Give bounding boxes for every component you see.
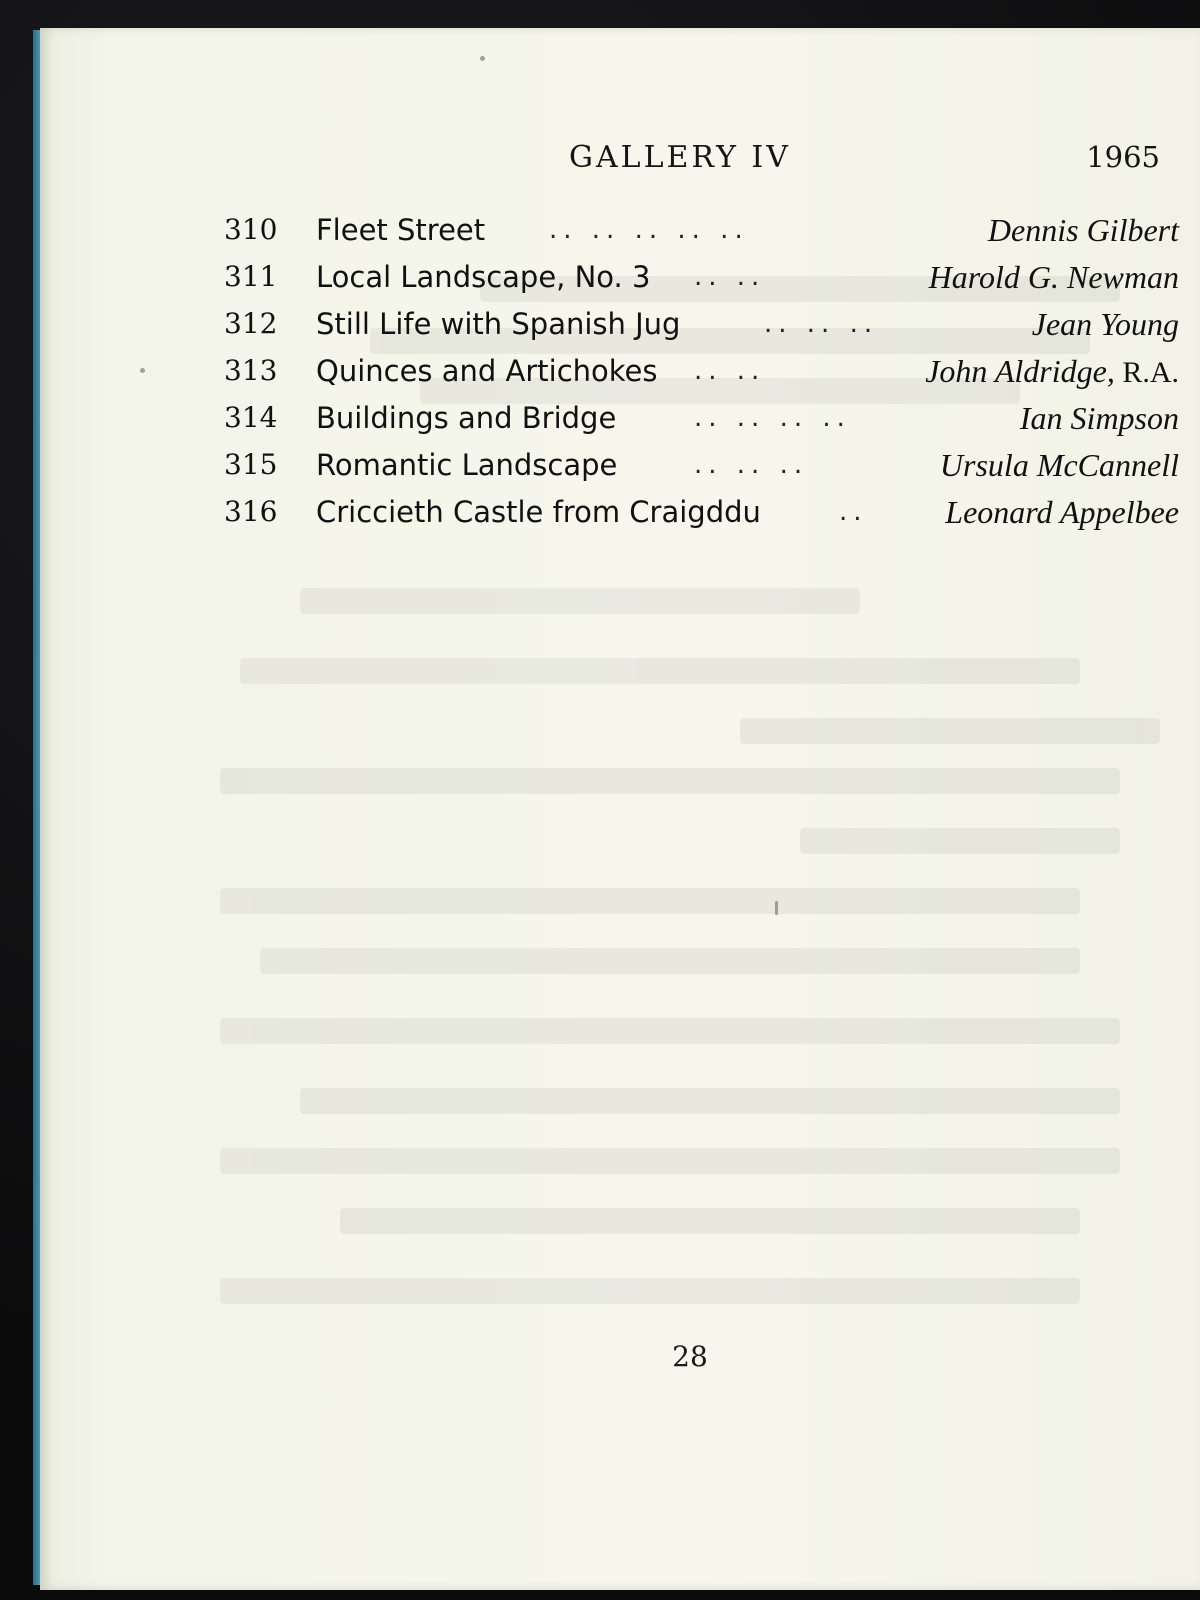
entry-artist bbox=[945, 492, 1179, 534]
artist-name: Harold G. Newman bbox=[928, 259, 1179, 295]
entry-artist bbox=[988, 210, 1179, 252]
artist-suffix: R.A. bbox=[1114, 356, 1179, 389]
dot-leaders: .. bbox=[839, 497, 868, 527]
gallery-heading: GALLERY IV bbox=[569, 140, 791, 175]
dot-leaders: .. .. bbox=[694, 356, 766, 386]
entry-artist bbox=[940, 445, 1179, 487]
dot-leaders: .. .. bbox=[694, 262, 766, 292]
catalogue-entry bbox=[224, 304, 1179, 351]
entry-artist bbox=[929, 257, 1179, 299]
year-label: 1965 bbox=[1086, 140, 1160, 174]
entry-title: Still Life with Spanish Jug bbox=[316, 307, 681, 341]
entry-title: Local Landscape, No. 3 bbox=[316, 260, 651, 294]
dot-leaders: .. .. .. bbox=[764, 309, 879, 339]
catalogue-entry bbox=[224, 492, 1179, 539]
paper-speck bbox=[775, 901, 778, 915]
catalogue-entry bbox=[224, 351, 1179, 398]
entry-title: Fleet Street bbox=[316, 213, 486, 247]
entry-number: 312 bbox=[224, 307, 278, 340]
artist-name: Dennis Gilbert bbox=[987, 212, 1179, 248]
artist-name: Ursula McCannell bbox=[939, 447, 1179, 483]
catalogue-entry bbox=[224, 210, 1179, 257]
entry-number: 311 bbox=[224, 260, 278, 293]
artist-name: John Aldridge, bbox=[925, 353, 1115, 389]
dot-leaders: .. .. .. .. bbox=[694, 403, 851, 433]
artist-name: Jean Young bbox=[1031, 306, 1179, 342]
catalogue-entry-list bbox=[224, 210, 1179, 539]
dot-leaders: .. .. .. .. .. bbox=[549, 215, 749, 245]
dot-leaders: .. .. .. bbox=[694, 450, 809, 480]
entry-number: 313 bbox=[224, 354, 278, 387]
page-number: 28 bbox=[672, 1340, 708, 1373]
catalogue-entry bbox=[224, 257, 1179, 304]
entry-number: 314 bbox=[224, 401, 278, 434]
paper-speck bbox=[480, 56, 485, 61]
catalogue-entry bbox=[224, 398, 1179, 445]
paper-speck bbox=[140, 368, 145, 373]
entry-title: Quinces and Artichokes bbox=[316, 354, 658, 388]
entry-title: Buildings and Bridge bbox=[316, 401, 617, 435]
entry-title: Romantic Landscape bbox=[316, 448, 618, 482]
entry-number: 310 bbox=[224, 213, 278, 246]
catalogue-entry bbox=[224, 445, 1179, 492]
artist-name: Leonard Appelbee bbox=[945, 494, 1179, 530]
entry-number: 315 bbox=[224, 448, 278, 481]
running-head bbox=[180, 140, 1160, 180]
artist-name: Ian Simpson bbox=[1019, 400, 1179, 436]
entry-title: Criccieth Castle from Craigddu bbox=[316, 495, 761, 529]
entry-number: 316 bbox=[224, 495, 278, 528]
entry-artist bbox=[1032, 304, 1179, 346]
entry-artist bbox=[925, 351, 1179, 393]
entry-artist bbox=[1020, 398, 1179, 440]
